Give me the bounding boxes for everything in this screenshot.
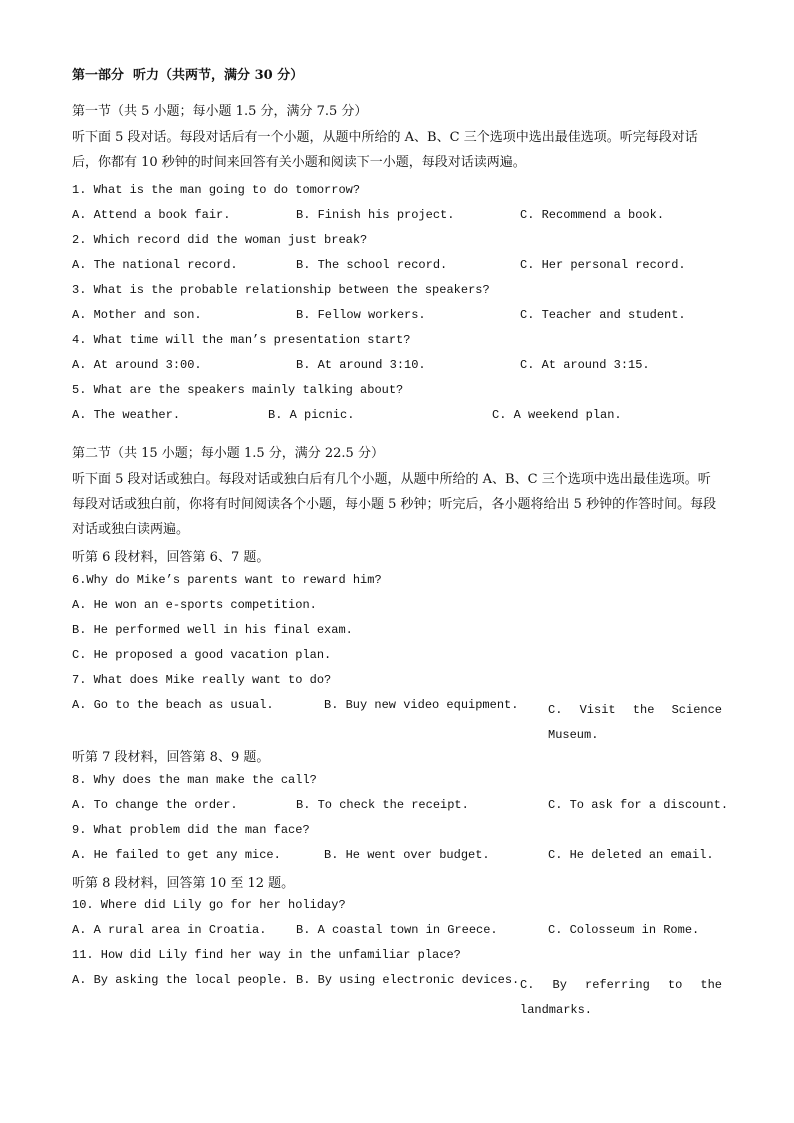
q3-option-b: B. Fellow workers. [296,308,426,322]
part-title: 第一部分 听力（共两节，满分 30 分） [72,68,304,83]
question-5: 5. What are the speakers mainly talking about? [72,383,404,397]
q7-option-c: C. Visit the Science Museum. [548,703,722,742]
q11-option-c: C. By referring to the landmarks. [520,978,722,1017]
material-6-label: 听第 6 段材料，回答第 6、7 题。 [72,550,270,565]
q4-option-b: B. At around 3:10. [296,358,426,372]
material-7-label: 听第 7 段材料，回答第 8、9 题。 [72,750,270,765]
q10-option-b: B. A coastal town in Greece. [296,923,498,937]
q1-option-b: B. Finish his project. [296,208,455,222]
q8-option-b: B. To check the receipt. [296,798,469,812]
q4-option-c: C. At around 3:15. [520,358,650,372]
q6-option-b: B. He performed well in his final exam. [72,623,353,637]
q2-option-b: B. The school record. [296,258,448,272]
question-7: 7. What does Mike really want to do? [72,673,332,687]
q1-option-c: C. Recommend a book. [520,208,665,222]
q9-option-b: B. He went over budget. [324,848,490,862]
q9-option-a: A. He failed to get any mice. [72,848,281,862]
q3-option-c: C. Teacher and student. [520,308,686,322]
section1-instructions: 听下面 5 段对话。每段对话后有一个小题，从题中所给的 A、B、C 三个选项中选出最佳选项。听完每段对话后，你都有 10 秒钟的时间来回答有关小题和阅读下一小题，每段对话读两遍。 [72,130,698,170]
question-11: 11. How did Lily find her way in the unfamiliar place? [72,948,461,962]
question-1: 1. What is the man going to do tomorrow? [72,183,361,197]
material-8-label: 听第 8 段材料，回答第 10 至 12 题。 [72,876,295,891]
q8-option-c: C. To ask for a discount. [548,798,729,812]
section1-heading: 第一节（共 5 小题；每小题 1.5 分，满分 7.5 分） [72,104,368,119]
question-3: 3. What is the probable relationship between the speakers? [72,283,490,297]
q10-option-a: A. A rural area in Croatia. [72,923,267,937]
q8-option-a: A. To change the order. [72,798,238,812]
q5-option-b: B. A picnic. [268,408,355,422]
q2-option-c: C. Her personal record. [520,258,686,272]
q11-option-a: A. By asking the local people. [72,973,289,987]
q9-option-c: C. He deleted an email. [548,848,714,862]
q3-option-a: A. Mother and son. [72,308,202,322]
q6-option-c: C. He proposed a good vacation plan. [72,648,332,662]
section2-heading: 第二节（共 15 小题；每小题 1.5 分，满分 22.5 分） [72,446,384,461]
question-8: 8. Why does the man make the call? [72,773,317,787]
q6-option-a: A. He won an e-sports competition. [72,598,317,612]
question-10: 10. Where did Lily go for her holiday? [72,898,346,912]
q5-option-c: C. A weekend plan. [492,408,622,422]
q7-option-a: A. Go to the beach as usual. [72,698,274,712]
question-2: 2. Which record did the woman just break? [72,233,368,247]
question-6: 6.Why do Mike’s parents want to reward him? [72,573,382,587]
q2-option-a: A. The national record. [72,258,238,272]
question-9: 9. What problem did the man face? [72,823,310,837]
q11-option-b: B. By using electronic devices. [296,973,520,987]
section2-instructions: 听下面 5 段对话或独白。每段对话或独白后有几个小题，从题中所给的 A、B、C 三个选项中选出最佳选项。听每段对话或独白前，你将有时间阅读各个小题，每小题 5 秒钟；听完后，各小题将给出 5 秒钟的作答时间。每段对话或独白读两遍。 [72,472,717,537]
q10-option-c: C. Colosseum in Rome. [548,923,700,937]
q7-option-b: B. Buy new video equipment. [324,698,519,712]
q1-option-a: A. Attend a book fair. [72,208,231,222]
q4-option-a: A. At around 3:00. [72,358,202,372]
q5-option-a: A. The weather. [72,408,181,422]
question-4: 4. What time will the man’s presentation start? [72,333,411,347]
